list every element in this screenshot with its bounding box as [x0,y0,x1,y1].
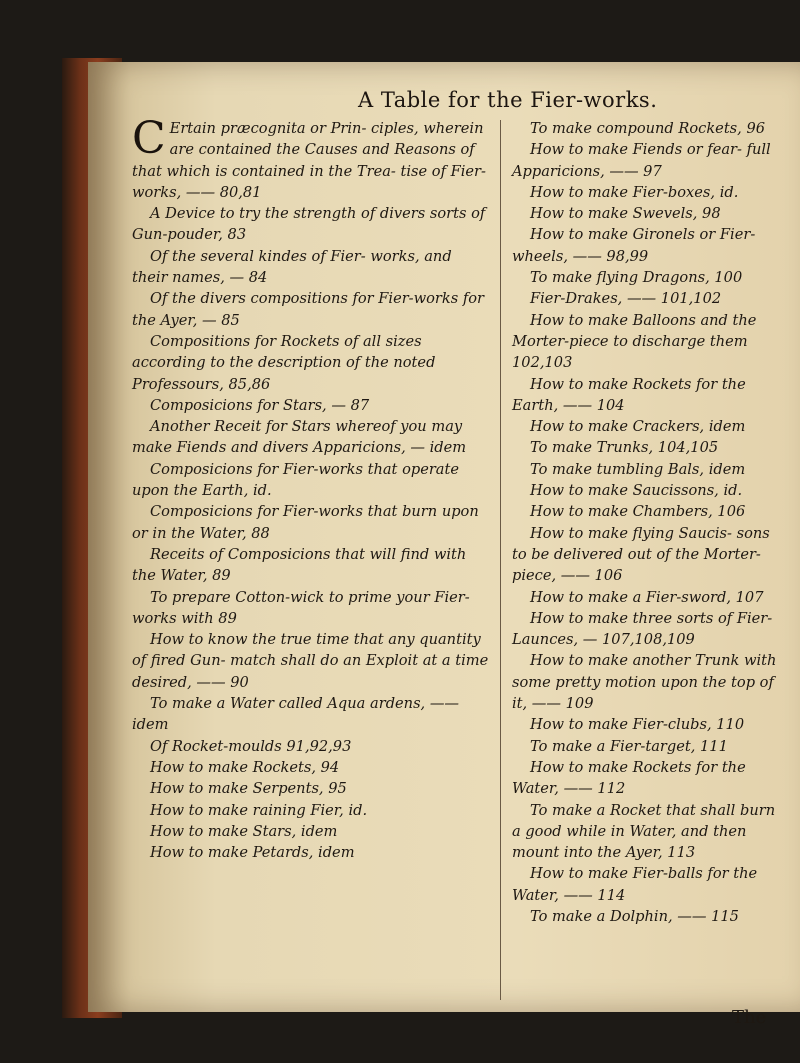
list-item: How to make flying Saucis- sons to be delivered out of the Morter-piece, —— 106 [512,524,770,585]
list-item: To make flying Dragons, 100 [530,269,743,287]
list-item: How to make a Fier-sword, 107 [530,588,764,606]
list-item: A Device to try the strength of divers sorts of Gun-pouder, 83 [132,205,486,244]
list-item: How to make Serpents, 95 [150,780,347,798]
list-item: How to make Chambers, 106 [530,503,746,521]
list-item: To make Trunks, 104,105 [530,439,719,457]
list-item: How to make Swevels, 98 [530,205,721,223]
list-item: To make tumbling Bals, idem [530,460,746,478]
list-item: How to make Saucissons, id. [530,482,743,500]
list-item: Receits of Composicions that will find with the Water, 89 [132,545,467,585]
list-item: How to make Rockets for the Water, —— 112 [512,758,746,798]
list-item: How to make Fier-balls for the Water, —— 114 [512,865,758,904]
list-item: How to make Rockets for the Earth, —— 104 [512,375,746,414]
list-item: How to make Fier-boxes, id. [530,183,739,201]
list-item: C Ertain præcognita or Prin- ciples, wherein are contained the Causes and Reasons of that which is contained in the Trea- tise of Fier-works, —— 80,81 [132,113,486,201]
right-column [512,118,784,927]
list-item: Another Receit for Stars whereof you may make Fiends and divers Apparicions, — idem [132,418,467,457]
list-item: Of the several kindes of Fier- works, and their names, — 84 [132,247,452,287]
list-item: Composicions for Stars, — 87 [150,396,370,414]
list-item: How to know the true time that any quantity of fired Gun- match shall do an Exploit at a time desired, —— 90 [132,631,489,691]
list-item: How to make raining Fier, id. [150,801,368,819]
dropcap: C [132,113,166,164]
list-item: Of the divers compositions for Fier-works for the Ayer, — 85 [132,290,484,329]
list-item: How to make another Trunk with some pretty motion upon the top of it, —— 109 [512,652,777,713]
list-item: To make a Fier-target, 111 [530,737,728,755]
list-item: How to make Fiends or fear- full Apparicions, —— 97 [512,141,771,180]
list-item: How to make Fier-clubs, 110 [530,716,745,734]
list-item: How to make Gironels or Fier- wheels, —— 98,99 [512,226,756,265]
list-item: To make a Dolphin, —— 115 [530,907,739,925]
page-header: A Table for the Fier-works. [358,88,658,112]
list-item: How to make Balloons and the Morter-piece to discharge them 102,103 [512,311,757,372]
list-item: Of Rocket-moulds 91,92,93 [150,737,352,755]
list-item: Composicions for Fier-works that operate upon the Earth, id. [132,460,460,500]
catchword: The [732,1007,767,1028]
column-divider [500,120,501,1000]
list-item: How to make Rockets, 94 [150,758,340,776]
left-column [132,113,490,863]
list-item: Compositions for Rockets of all sizes according to the description of the noted Professours, 85,86 [132,332,436,393]
list-item: How to make Crackers, idem [530,418,746,436]
list-item: To make compound Rockets, 96 [530,120,766,137]
list-item: How to make Petards, idem [150,844,355,862]
list-item: How to make Stars, idem [150,822,338,840]
list-item: Fier-Drakes, —— 101,102 [530,290,722,308]
list-item: Composicions for Fier-works that burn upon or in the Water, 88 [132,503,479,542]
list-item: To prepare Cotton-wick to prime your Fier-works with 89 [132,588,470,627]
list-item: To make a Water called Aqua ardens, —— idem [132,695,460,734]
list-item: How to make three sorts of Fier-Launces, — 107,108,109 [512,609,773,649]
list-item: To make a Rocket that shall burn a good while in Water, and then mount into the Ayer, 113 [512,801,776,862]
